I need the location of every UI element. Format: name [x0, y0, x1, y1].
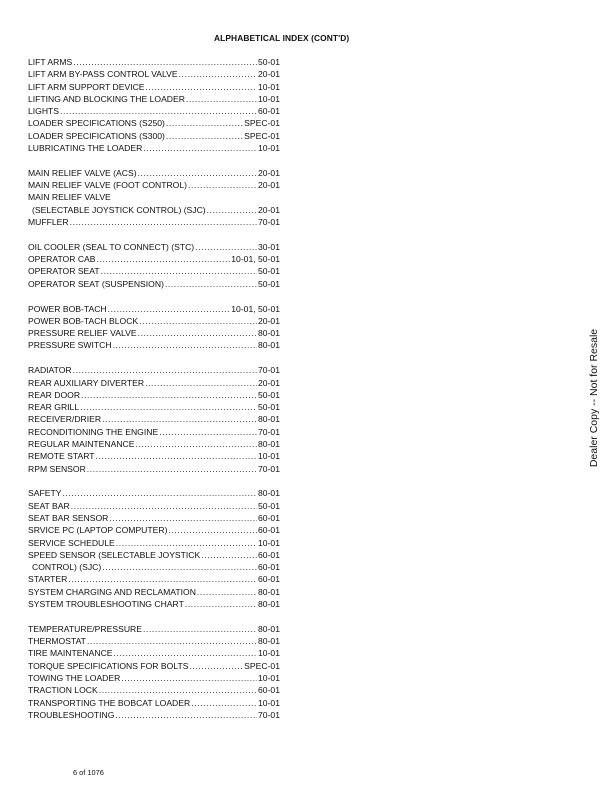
entry-label: TROUBLESHOOTING — [28, 709, 115, 720]
entry-label: LIGHTS — [28, 106, 60, 117]
entry-page-ref: 80-01 — [258, 488, 280, 499]
index-entry — [28, 537, 280, 549]
dot-leader — [87, 463, 257, 475]
dot-leader — [185, 598, 257, 610]
dot-leader — [166, 130, 243, 142]
entry-page-ref: 60-01 — [258, 574, 280, 585]
entry-label: LIFT ARMS — [28, 57, 73, 67]
index-entry — [28, 278, 280, 290]
entry-page-ref: 20-01 — [258, 377, 280, 388]
dot-leader — [71, 500, 257, 512]
index-entry — [28, 684, 280, 696]
entry-page-ref: 10-01 — [258, 673, 280, 684]
entry-page-ref: 20-01 — [258, 69, 280, 80]
index-entry — [28, 586, 280, 598]
index-entry — [28, 105, 280, 117]
index-entry — [28, 487, 280, 499]
dot-leader — [116, 537, 257, 549]
entry-page-ref: 10-01 — [258, 451, 280, 462]
index-entry — [28, 413, 280, 425]
entry-label: STARTER — [28, 574, 68, 585]
entry-page-ref: 30-01 — [258, 241, 280, 252]
page-title: ALPHABETICAL INDEX (CONT'D) — [214, 33, 350, 43]
entry-label: LIFT ARM BY-PASS CONTROL VALVE — [28, 69, 178, 80]
entry-page-ref: 60-01 — [258, 513, 280, 523]
dot-leader — [165, 278, 257, 290]
dot-leader — [188, 179, 257, 191]
index-entry — [28, 142, 280, 154]
index-entry — [28, 438, 280, 450]
entry-page-ref: 20-01 — [258, 167, 280, 178]
dot-leader — [195, 241, 257, 253]
dot-leader — [159, 426, 257, 438]
index-entry — [28, 56, 280, 68]
index-entry — [28, 253, 280, 265]
dot-leader — [109, 512, 257, 524]
entry-label: TOWING THE LOADER — [28, 673, 121, 684]
dot-leader — [186, 93, 257, 105]
index-entry — [28, 450, 280, 462]
dealer-copy-note: Dealer Copy -- Not for Resale — [588, 328, 600, 468]
entry-page-ref: SPEC-01 — [244, 660, 280, 671]
index-entry — [28, 549, 280, 561]
entry-page-ref: 10-01 — [258, 537, 280, 548]
entry-page-ref: 50-01 — [258, 57, 280, 67]
index-group — [28, 167, 280, 228]
index-entry — [28, 463, 280, 475]
entry-page-ref: 10-01, 50-01 — [231, 303, 280, 314]
entry-page-ref: 60-01 — [258, 525, 280, 536]
entry-label: REAR DOOR — [28, 389, 81, 400]
index-group — [28, 364, 280, 475]
dot-leader — [207, 204, 257, 216]
entry-label: MAIN RELIEF VALVE — [28, 192, 111, 203]
dot-leader — [143, 623, 257, 635]
entry-label: (SELECTABLE JOYSTICK CONTROL) (SJC) — [32, 204, 206, 215]
entry-page-ref: 10-01, 50-01 — [231, 254, 280, 265]
entry-label: TRACTION LOCK — [28, 685, 98, 696]
entry-page-ref: 80-01 — [258, 414, 280, 425]
entry-page-ref: 80-01 — [258, 623, 280, 634]
index-group — [28, 487, 280, 610]
dot-leader — [121, 672, 257, 684]
entry-page-ref: 10-01 — [258, 93, 280, 104]
entry-label: SPEED SENSOR (SELECTABLE JOYSTICK — [28, 549, 201, 560]
entry-page-ref: 10-01 — [258, 81, 280, 92]
index-entry — [28, 216, 280, 228]
entry-page-ref: 70-01 — [258, 365, 280, 376]
entry-page-ref: SPEC-01 — [244, 118, 280, 129]
index-entry — [28, 117, 280, 129]
dot-leader — [146, 81, 257, 93]
dot-leader — [87, 635, 257, 647]
entry-label: TRANSPORTING THE BOBCAT LOADER — [28, 697, 191, 708]
entry-page-ref: 80-01 — [258, 340, 280, 351]
entry-label: RECONDITIONING THE ENGINE — [28, 426, 159, 437]
entry-label: MUFFLER — [28, 217, 69, 228]
index-entry — [28, 167, 280, 179]
index-entry — [28, 339, 280, 351]
dot-leader — [168, 524, 257, 536]
index-entry — [28, 524, 280, 536]
dot-leader — [60, 105, 257, 117]
index-entry — [28, 179, 280, 191]
dot-leader — [135, 438, 257, 450]
entry-label: RADIATOR — [28, 365, 72, 376]
index-entry — [28, 81, 280, 93]
dot-leader — [73, 56, 257, 68]
entry-label: TORQUE SPECIFICATIONS FOR BOLTS — [28, 660, 189, 671]
index-entry — [28, 709, 280, 721]
entry-label: RECEIVER/DRIER — [28, 414, 102, 425]
entry-label: OPERATOR SEAT — [28, 266, 100, 277]
dot-leader — [201, 549, 257, 561]
dot-leader — [96, 450, 257, 462]
index-entry — [28, 265, 280, 277]
dot-leader — [62, 487, 257, 499]
entry-page-ref: 70-01 — [258, 463, 280, 474]
dot-leader — [102, 561, 257, 573]
index-entry — [28, 623, 280, 635]
entry-label: LOADER SPECIFICATIONS (S250) — [28, 118, 165, 129]
dot-leader — [143, 142, 257, 154]
index-entry — [28, 377, 280, 389]
dot-leader — [81, 389, 257, 401]
entry-label: POWER BOB-TACH BLOCK — [28, 315, 139, 326]
entry-page-ref: 60-01 — [258, 685, 280, 696]
index-group — [28, 303, 280, 352]
entry-page-ref: SPEC-01 — [244, 130, 280, 141]
entry-page-ref: 80-01 — [258, 599, 280, 610]
entry-label: SRVICE PC (LAPTOP COMPUTER) — [28, 525, 168, 536]
entry-page-ref: 80-01 — [258, 328, 280, 339]
entry-page-ref: 70-01 — [258, 709, 280, 720]
dot-leader — [73, 364, 257, 376]
entry-page-ref: 10-01 — [258, 697, 280, 708]
index-entry — [28, 647, 280, 659]
page-counter: 6 of 1076 — [73, 768, 104, 777]
dot-leader — [99, 684, 257, 696]
index-entry — [28, 598, 280, 610]
entry-page-ref: 50-01 — [258, 266, 280, 277]
index-entry — [28, 204, 280, 216]
index-entry — [28, 389, 280, 401]
dot-leader — [139, 315, 257, 327]
entry-label: SYSTEM CHARGING AND RECLAMATION — [28, 586, 196, 597]
entry-label: SERVICE SCHEDULE — [28, 537, 115, 548]
entry-label: PRESSURE SWITCH — [28, 340, 112, 351]
index-entry — [28, 68, 280, 80]
entry-page-ref: 20-01 — [258, 204, 280, 215]
index-entry — [28, 635, 280, 647]
dot-leader — [191, 697, 257, 709]
dot-leader — [138, 327, 257, 339]
dot-leader — [138, 167, 257, 179]
entry-label: TIRE MAINTENANCE — [28, 648, 113, 659]
entry-label: LOADER SPECIFICATIONS (S300) — [28, 130, 165, 141]
entry-label: OIL COOLER (SEAL TO CONNECT) (STC) — [28, 241, 195, 252]
index-entry — [28, 241, 280, 253]
index-entry — [28, 364, 280, 376]
entry-label: CONTROL) (SJC) — [32, 562, 102, 573]
entry-page-ref: 60-01 — [258, 562, 280, 573]
entry-page-ref: 70-01 — [258, 426, 280, 437]
index-entry — [28, 697, 280, 709]
entry-page-ref: 80-01 — [258, 636, 280, 647]
entry-page-ref: 20-01 — [258, 315, 280, 326]
dot-leader — [97, 253, 231, 265]
index-entry — [28, 93, 280, 105]
index-group — [28, 623, 280, 721]
index-entry — [28, 573, 280, 585]
dot-leader — [68, 573, 257, 585]
index-entry — [28, 315, 280, 327]
entry-label: OPERATOR SEAT (SUSPENSION) — [28, 278, 164, 289]
index-entry — [28, 191, 280, 203]
entry-page-ref: 80-01 — [258, 439, 280, 450]
entry-label: POWER BOB-TACH — [28, 303, 107, 314]
dot-leader — [115, 709, 257, 721]
entry-label: TEMPERATURE/PRESSURE — [28, 623, 142, 634]
index-entry — [28, 401, 280, 413]
entry-page-ref: 60-01 — [258, 106, 280, 117]
entry-page-ref: 10-01 — [258, 648, 280, 659]
entry-page-ref: 20-01 — [258, 180, 280, 191]
dot-leader — [80, 401, 257, 413]
entry-label: LIFT ARM SUPPORT DEVICE — [28, 81, 145, 92]
dot-leader — [70, 216, 257, 228]
entry-label: THERMOSTAT — [28, 636, 86, 647]
dot-leader — [108, 303, 231, 315]
entry-label: REAR AUXILIARY DIVERTER — [28, 377, 145, 388]
entry-label: SEAT BAR SENSOR — [28, 513, 109, 523]
entry-page-ref: 10-01 — [258, 143, 280, 154]
dot-leader — [102, 413, 257, 425]
entry-label: MAIN RELIEF VALVE (FOOT CONTROL) — [28, 180, 188, 191]
index-entry — [28, 500, 280, 512]
entry-page-ref: 50-01 — [258, 500, 280, 511]
entry-label: PRESSURE RELIEF VALVE — [28, 328, 137, 339]
entry-page-ref: 60-01 — [258, 549, 280, 560]
entry-label: OPERATOR CAB — [28, 254, 96, 265]
dot-leader — [145, 377, 257, 389]
index-entry — [28, 561, 280, 573]
dot-leader — [114, 647, 258, 659]
entry-label: LUBRICATING THE LOADER — [28, 143, 143, 154]
dot-leader — [166, 117, 243, 129]
index-entry — [28, 660, 280, 672]
entry-label: SEAT BAR — [28, 500, 70, 511]
entry-label: SYSTEM TROUBLESHOOTING CHART — [28, 599, 184, 610]
index-entry — [28, 426, 280, 438]
index-entry — [28, 672, 280, 684]
dot-leader — [179, 68, 257, 80]
alphabetical-index — [28, 56, 280, 734]
entry-label: REMOTE START — [28, 451, 95, 462]
entry-label: SAFETY — [28, 488, 62, 499]
entry-label: REGULAR MAINTENANCE — [28, 439, 135, 450]
dot-leader — [189, 660, 243, 672]
entry-label: REAR GRILL — [28, 402, 80, 413]
dot-leader — [101, 265, 257, 277]
index-group — [28, 56, 280, 154]
entry-label: RPM SENSOR — [28, 463, 86, 474]
dot-leader — [113, 339, 257, 351]
index-entry — [28, 512, 280, 524]
entry-label: MAIN RELIEF VALVE (ACS) — [28, 167, 137, 178]
index-entry — [28, 130, 280, 142]
index-group — [28, 241, 280, 290]
entry-page-ref: 80-01 — [258, 586, 280, 597]
entry-page-ref: 50-01 — [258, 389, 280, 400]
entry-page-ref: 50-01 — [258, 278, 280, 289]
entry-label: LIFTING AND BLOCKING THE LOADER — [28, 93, 185, 104]
entry-page-ref: 70-01 — [258, 217, 280, 228]
dot-leader — [197, 586, 257, 598]
entry-page-ref: 50-01 — [258, 402, 280, 413]
index-entry — [28, 327, 280, 339]
index-entry — [28, 303, 280, 315]
